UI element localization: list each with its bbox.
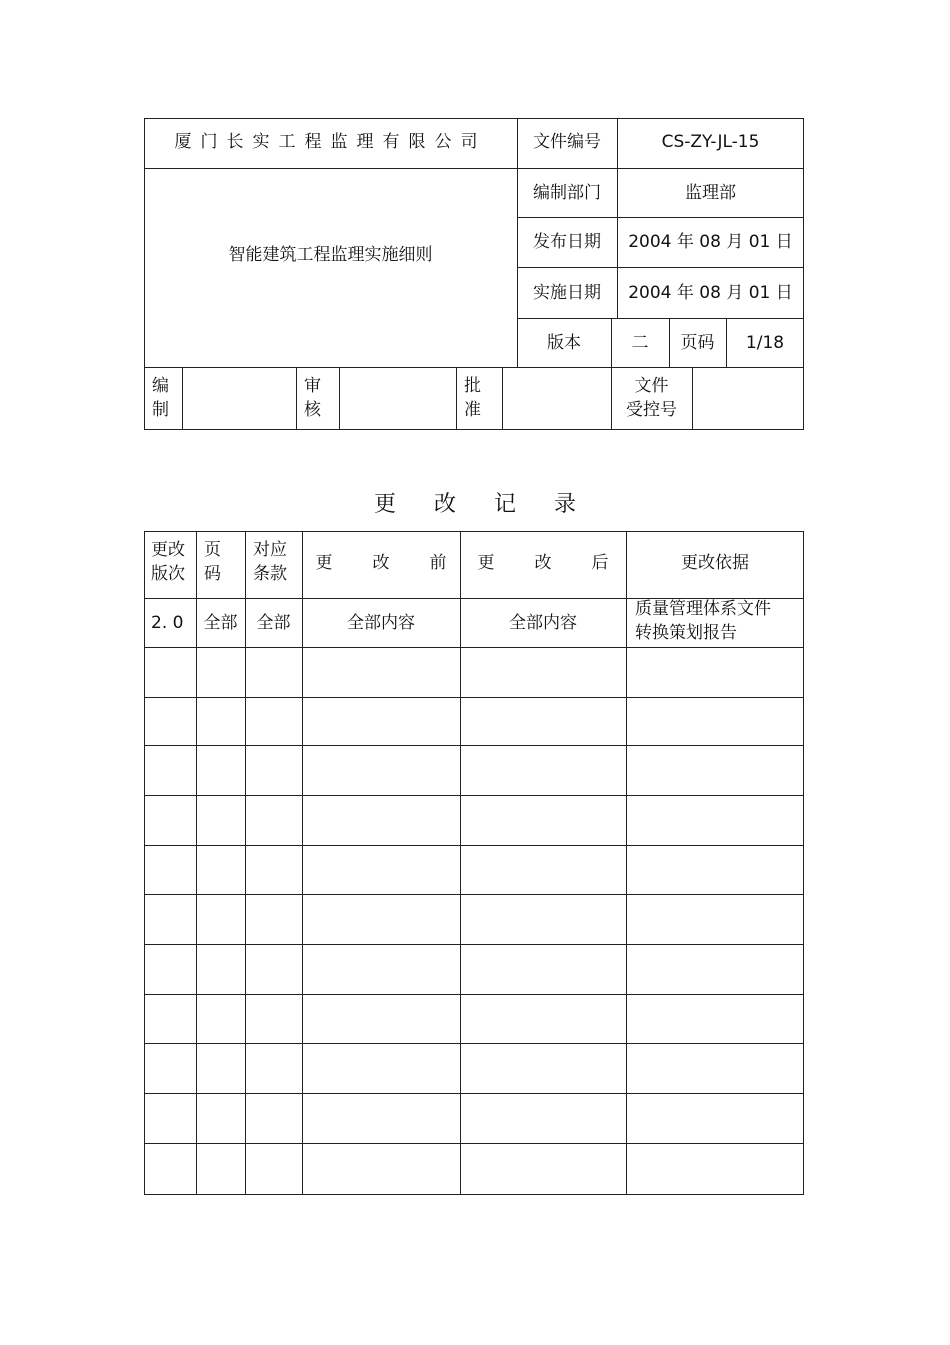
col-header-basis: 更改依据 bbox=[681, 553, 749, 573]
row-basis: 质量管理体系文件 转换策划报告 bbox=[635, 599, 771, 643]
approve-label: 批 准 bbox=[464, 376, 481, 420]
version-label: 版本 bbox=[547, 333, 581, 353]
row-divider bbox=[144, 1143, 804, 1144]
impl-date-label: 实施日期 bbox=[533, 283, 601, 303]
row-divider bbox=[144, 1093, 804, 1094]
col-header-before: 更改前 bbox=[315, 553, 487, 573]
header-divider bbox=[296, 367, 297, 430]
col-header-version: 更改 版次 bbox=[151, 540, 185, 584]
row-divider bbox=[144, 795, 804, 796]
doc-title: 智能建筑工程监理实施细则 bbox=[228, 245, 433, 265]
row-divider bbox=[144, 894, 804, 895]
row-page: 全部 bbox=[203, 613, 238, 633]
dept-label: 编制部门 bbox=[533, 183, 601, 203]
row-divider bbox=[144, 845, 804, 846]
issue-date: 2004 年 08 月 01 日 bbox=[628, 232, 793, 252]
company-name: 厦门长实工程监理有限公司 bbox=[174, 132, 487, 152]
records-title: 更改记录 bbox=[373, 492, 614, 517]
header-divider bbox=[339, 367, 340, 430]
file-no-label: 文件编号 bbox=[533, 132, 601, 152]
compile-label: 编 制 bbox=[152, 376, 169, 420]
row-version: 2. 0 bbox=[151, 613, 184, 633]
version: 二 bbox=[631, 333, 649, 353]
row-divider bbox=[144, 994, 804, 995]
row-divider bbox=[144, 647, 804, 648]
issue-date-label: 发布日期 bbox=[533, 232, 601, 252]
control-number-label: 文件 受控号 bbox=[626, 376, 677, 420]
impl-date: 2004 年 08 月 01 日 bbox=[628, 283, 793, 303]
header-divider bbox=[517, 267, 804, 268]
header-divider bbox=[692, 367, 693, 430]
row-divider bbox=[144, 697, 804, 698]
dept: 监理部 bbox=[685, 183, 736, 203]
header-divider bbox=[144, 367, 804, 368]
row-divider bbox=[144, 745, 804, 746]
row-divider bbox=[144, 944, 804, 945]
page-number: 1/18 bbox=[745, 333, 785, 353]
header-divider bbox=[517, 318, 804, 319]
header-divider bbox=[456, 367, 457, 430]
row-before: 全部内容 bbox=[347, 613, 415, 633]
header-divider bbox=[182, 367, 183, 430]
header-divider bbox=[144, 168, 804, 169]
col-header-clause: 对应 条款 bbox=[253, 540, 287, 584]
row-divider bbox=[144, 1043, 804, 1044]
col-header-after: 更改后 bbox=[477, 553, 649, 573]
column-divider bbox=[626, 531, 627, 1195]
review-label: 审 核 bbox=[304, 376, 321, 420]
row-clause: 全部 bbox=[256, 613, 291, 633]
page-label: 页码 bbox=[680, 333, 715, 353]
header-divider bbox=[502, 367, 503, 430]
col-header-page: 页 码 bbox=[204, 540, 221, 584]
file-no: CS-ZY-JL-15 bbox=[661, 132, 760, 152]
row-after: 全部内容 bbox=[509, 613, 577, 633]
header-divider bbox=[517, 217, 804, 218]
